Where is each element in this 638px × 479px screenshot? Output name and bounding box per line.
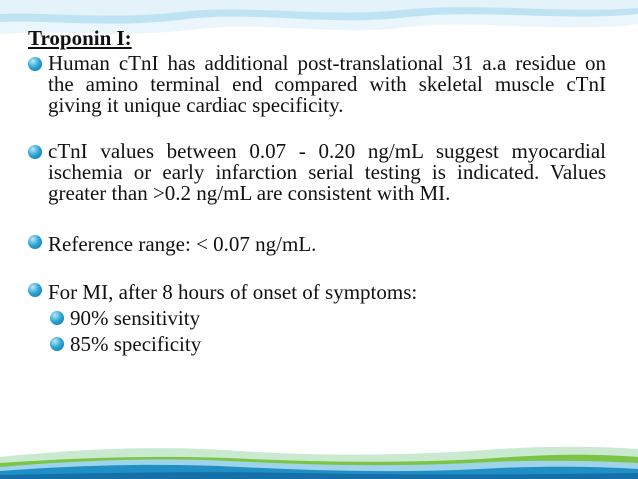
bottom-wave-decoration: [0, 427, 638, 479]
bullet-text: Reference range: < 0.07 ng/mL.: [48, 232, 317, 256]
bullet-item: [26, 279, 606, 305]
bullet-dot-icon: [28, 283, 42, 297]
bullet-item: [26, 231, 606, 257]
bullet-text: For MI, after 8 hours of onset of symptoms:: [48, 280, 418, 304]
bullet-dot-icon: [28, 235, 42, 249]
sub-bullet-text: 85% specificity: [70, 332, 202, 356]
slide-title: Troponin I:: [28, 26, 132, 50]
bullet-dot-icon: [28, 145, 42, 159]
sub-bullet-text: 90% sensitivity: [70, 306, 201, 330]
bullet-dot-icon: [28, 57, 42, 71]
bullet-dot-icon: [50, 311, 64, 325]
sub-bullet-item: [26, 305, 606, 331]
bullet-item: [26, 141, 606, 204]
sub-bullet-item: [26, 331, 606, 357]
bullet-dot-icon: [50, 337, 64, 351]
bullet-text: Human cTnI has additional post-translational 31 a.a residue on the amino terminal end compared with skeletal muscle cTnI giving it unique cardiac specificity.: [48, 51, 606, 117]
slide-body: [26, 24, 606, 357]
bullet-item: [26, 53, 606, 116]
bullet-text: cTnI values between 0.07 - 0.20 ng/mL suggest myocardial ischemia or early infarction serial testing is indicated. Values greater than >0.2 ng/mL are consistent with MI.: [48, 139, 606, 205]
